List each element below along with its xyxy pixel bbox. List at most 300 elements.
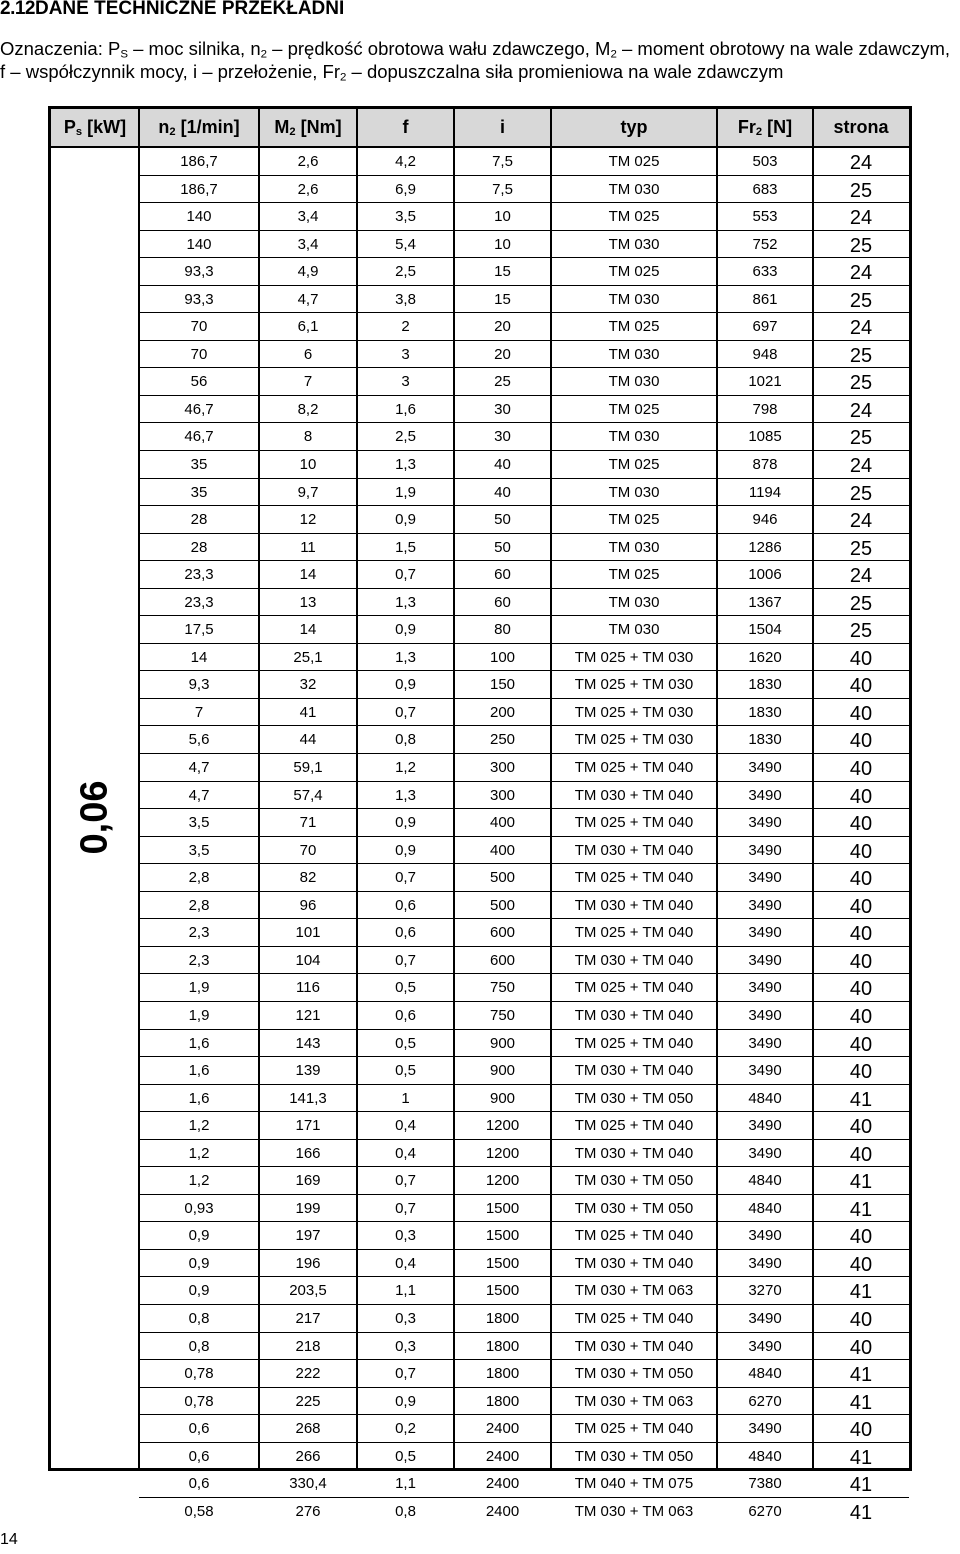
cell-i: 30 <box>494 428 511 446</box>
cell-m2: 11 <box>300 538 316 556</box>
table-row <box>139 891 909 919</box>
cell-strona: 25 <box>849 344 873 367</box>
cell-n2: 1,6 <box>188 1062 210 1080</box>
legend-paragraph <box>0 37 950 83</box>
cell-typ: TM 025 + TM 040 <box>574 924 694 942</box>
cell-i: 60 <box>494 593 511 611</box>
table-row <box>139 1001 909 1029</box>
header-typ <box>551 109 717 146</box>
cell-typ: TM 030 + TM 050 <box>574 1089 694 1107</box>
cell-strona: 24 <box>849 399 873 422</box>
cell-fr2: 1830 <box>748 703 782 721</box>
table-row <box>139 257 909 285</box>
cell-i: 1500 <box>485 1254 520 1272</box>
technical-data-table <box>48 106 912 1524</box>
cell-fr2: 3490 <box>748 1420 782 1438</box>
table-row <box>139 946 909 974</box>
table-row <box>139 588 909 616</box>
cell-m2: 32 <box>299 676 317 694</box>
cell-f: 0,8 <box>395 731 416 749</box>
table-row <box>139 1084 909 1112</box>
cell-i: 900 <box>489 1089 516 1107</box>
table-row <box>139 836 909 864</box>
cell-f: 0,4 <box>395 1117 416 1135</box>
cell-fr2: 4840 <box>748 1365 782 1383</box>
cell-i: 600 <box>489 924 516 942</box>
cell-m2: 3,4 <box>297 235 319 253</box>
cell-f: 0,4 <box>395 1144 416 1162</box>
cell-typ: TM 030 + TM 040 <box>574 951 694 969</box>
cell-f: 1 <box>401 1089 410 1107</box>
cell-fr2: 4840 <box>748 1199 782 1217</box>
section-heading <box>0 0 344 20</box>
cell-m2: 44 <box>299 731 317 749</box>
cell-n2: 0,9 <box>188 1227 210 1245</box>
cell-m2: 143 <box>295 1034 321 1052</box>
legend-subscript: 2 <box>339 71 347 84</box>
cell-strona: 25 <box>849 620 873 643</box>
cell-f: 0,9 <box>395 621 416 639</box>
cell-f: 1,1 <box>395 1282 416 1300</box>
cell-f: 0,6 <box>395 924 416 942</box>
cell-i: 250 <box>489 731 516 749</box>
cell-i: 7,5 <box>492 180 513 198</box>
header-f <box>357 109 454 146</box>
cell-f: 0,7 <box>395 1172 416 1190</box>
cell-f: 6,9 <box>395 180 416 198</box>
cell-strona: 40 <box>849 813 873 836</box>
cell-m2: 14 <box>299 566 317 584</box>
cell-n2: 1,6 <box>188 1089 210 1107</box>
cell-f: 0,2 <box>395 1420 416 1438</box>
cell-f: 0,4 <box>395 1254 416 1272</box>
cell-n2: 2,8 <box>188 896 210 914</box>
cell-strona: 25 <box>849 179 873 202</box>
cell-n2: 28 <box>190 511 208 529</box>
cell-typ: TM 030 <box>608 538 660 556</box>
cell-typ: TM 030 + TM 040 <box>574 1337 694 1355</box>
table-row <box>139 753 909 781</box>
table-row <box>139 202 909 230</box>
header-label: strona <box>833 117 889 137</box>
cell-typ: TM 025 + TM 030 <box>574 648 694 666</box>
cell-m2: 13 <box>299 593 317 611</box>
header-subscript: 2 <box>755 126 763 139</box>
legend-text: – prędkość obrotowa wału zdawczego, M <box>267 38 611 59</box>
cell-strona: 40 <box>849 647 873 670</box>
cell-i: 50 <box>494 538 511 556</box>
header-n2 <box>139 109 259 146</box>
cell-typ: TM 025 <box>608 511 660 529</box>
cell-typ: TM 030 <box>608 180 660 198</box>
cell-fr2: 1021 <box>748 373 782 391</box>
cell-i: 900 <box>489 1062 516 1080</box>
cell-i: 20 <box>494 345 511 363</box>
cell-f: 0,5 <box>395 1062 416 1080</box>
cell-fr2: 3490 <box>748 786 782 804</box>
cell-n2: 4,7 <box>188 759 210 777</box>
cell-strona: 40 <box>849 730 873 753</box>
table-row <box>139 1249 909 1277</box>
cell-strona: 24 <box>849 207 873 230</box>
cell-typ: TM 025 + TM 030 <box>574 731 694 749</box>
cell-strona: 24 <box>849 152 873 174</box>
cell-typ: TM 030 <box>608 290 660 308</box>
cell-strona: 40 <box>849 1336 873 1359</box>
cell-strona: 41 <box>849 1391 873 1414</box>
cell-strona: 41 <box>849 1088 873 1111</box>
table-row <box>139 615 909 643</box>
cell-typ: TM 030 <box>608 235 660 253</box>
table-row <box>139 643 909 671</box>
cell-m2: 139 <box>295 1062 321 1080</box>
cell-f: 1,1 <box>395 1475 416 1493</box>
cell-m2: 7 <box>303 373 313 391</box>
cell-typ: TM 030 + TM 050 <box>574 1172 694 1190</box>
cell-typ: TM 030 <box>608 373 660 391</box>
cell-fr2: 4840 <box>748 1089 782 1107</box>
cell-strona: 24 <box>849 262 873 285</box>
header-unit: [Nm] <box>295 117 342 137</box>
cell-m2: 4,7 <box>297 290 319 308</box>
cell-i: 60 <box>494 566 511 584</box>
cell-m2: 268 <box>295 1420 321 1438</box>
table-row <box>139 175 909 203</box>
cell-m2: 96 <box>299 896 317 914</box>
table-row <box>139 285 909 313</box>
cell-m2: 276 <box>295 1502 321 1520</box>
table-row <box>139 725 909 753</box>
cell-fr2: 4840 <box>748 1447 782 1465</box>
cell-f: 1,9 <box>395 483 416 501</box>
table-row <box>139 863 909 891</box>
cell-strona: 40 <box>849 1116 873 1139</box>
cell-fr2: 6270 <box>748 1392 782 1410</box>
cell-typ: TM 025 <box>608 566 660 584</box>
cell-i: 400 <box>489 841 516 859</box>
cell-n2: 14 <box>190 648 208 666</box>
table-row <box>139 1056 909 1084</box>
cell-fr2: 3490 <box>748 1309 782 1327</box>
cell-i: 10 <box>494 235 511 253</box>
cell-i: 2400 <box>485 1447 520 1465</box>
table-row <box>139 230 909 258</box>
cell-f: 1,3 <box>395 593 416 611</box>
cell-i: 80 <box>494 621 511 639</box>
cell-typ: TM 025 + TM 040 <box>574 1420 694 1438</box>
cell-fr2: 3490 <box>748 896 782 914</box>
cell-m2: 9,7 <box>297 483 319 501</box>
cell-i: 1800 <box>485 1337 520 1355</box>
cell-fr2: 1286 <box>748 538 782 556</box>
cell-fr2: 3490 <box>748 1034 782 1052</box>
table-row <box>139 395 909 423</box>
cell-typ: TM 030 + TM 063 <box>574 1282 694 1300</box>
cell-strona: 40 <box>849 868 873 891</box>
cell-strona: 40 <box>849 1226 873 1249</box>
cell-strona: 41 <box>849 1198 873 1221</box>
cell-strona: 25 <box>849 427 873 450</box>
cell-typ: TM 025 + TM 040 <box>574 759 694 777</box>
table-row <box>139 478 909 506</box>
cell-m2: 197 <box>295 1227 321 1245</box>
cell-strona: 40 <box>849 1419 873 1442</box>
cell-typ: TM 025 <box>608 400 660 418</box>
cell-f: 0,7 <box>395 1365 416 1383</box>
cell-f: 0,7 <box>395 703 416 721</box>
legend-text: Oznaczenia: P <box>0 38 121 59</box>
cell-n2: 0,9 <box>188 1254 210 1272</box>
cell-i: 500 <box>489 896 516 914</box>
cell-strona: 24 <box>849 510 873 533</box>
table-row <box>139 1166 909 1194</box>
header-subscript: 2 <box>169 126 176 139</box>
cell-n2: 3,5 <box>188 841 210 859</box>
table-row <box>139 1469 909 1497</box>
cell-f: 0,7 <box>395 1199 416 1217</box>
header-label: Fr <box>737 117 756 137</box>
cell-i: 30 <box>494 400 511 418</box>
header-unit: [kW] <box>82 117 127 137</box>
cell-strona: 41 <box>849 1171 873 1194</box>
cell-typ: TM 030 <box>608 345 660 363</box>
cell-n2: 93,3 <box>184 290 214 308</box>
cell-n2: 2,8 <box>188 869 210 887</box>
cell-n2: 4,7 <box>188 786 210 804</box>
cell-m2: 12 <box>299 511 317 529</box>
cell-typ: TM 030 + TM 040 <box>574 786 694 804</box>
cell-i: 300 <box>489 759 516 777</box>
cell-n2: 0,78 <box>184 1392 214 1410</box>
cell-fr2: 3490 <box>748 841 782 859</box>
cell-i: 1500 <box>485 1282 520 1300</box>
cell-m2: 266 <box>295 1447 321 1465</box>
cell-fr2: 3490 <box>748 1006 782 1024</box>
cell-fr2: 3490 <box>748 1254 782 1272</box>
legend-text: – dopuszczalna siła promieniowa na wale zdawczym <box>346 61 784 82</box>
cell-n2: 2,3 <box>188 924 210 942</box>
cell-n2: 1,2 <box>188 1172 210 1190</box>
cell-strona: 25 <box>849 482 873 505</box>
cell-f: 1,5 <box>395 538 416 556</box>
cell-m2: 141,3 <box>289 1089 327 1107</box>
cell-f: 1,3 <box>395 648 416 666</box>
cell-fr2: 3490 <box>748 1117 782 1135</box>
cell-m2: 6 <box>303 345 313 363</box>
cell-m2: 2,6 <box>297 153 319 170</box>
cell-fr2: 878 <box>752 456 778 474</box>
cell-typ: TM 030 + TM 050 <box>574 1199 694 1217</box>
cell-n2: 0,9 <box>188 1282 210 1300</box>
cell-strona: 24 <box>849 565 873 588</box>
table-row <box>139 808 909 836</box>
cell-f: 0,5 <box>395 1034 416 1052</box>
header-label: n <box>158 117 170 137</box>
cell-n2: 1,9 <box>188 979 210 997</box>
cell-m2: 4,9 <box>297 263 319 281</box>
cell-n2: 0,8 <box>188 1337 210 1355</box>
cell-fr2: 1194 <box>748 483 782 501</box>
cell-f: 2,5 <box>395 263 416 281</box>
table-row <box>139 973 909 1001</box>
table-row <box>139 560 909 588</box>
cell-f: 0,6 <box>395 1006 416 1024</box>
cell-f: 3 <box>401 373 410 391</box>
cell-m2: 6,1 <box>297 318 319 336</box>
cell-fr2: 7380 <box>748 1475 782 1493</box>
cell-typ: TM 025 <box>608 318 660 336</box>
table-row <box>139 148 909 175</box>
cell-i: 1200 <box>485 1144 520 1162</box>
cell-fr2: 633 <box>752 263 778 281</box>
cell-fr2: 3490 <box>748 759 782 777</box>
cell-n2: 1,2 <box>188 1117 210 1135</box>
cell-i: 300 <box>489 786 516 804</box>
cell-typ: TM 025 <box>608 208 660 226</box>
cell-i: 10 <box>494 208 511 226</box>
cell-typ: TM 025 + TM 040 <box>574 1309 694 1327</box>
table-row <box>139 781 909 809</box>
cell-m2: 70 <box>299 841 317 859</box>
cell-f: 0,9 <box>395 841 416 859</box>
cell-n2: 0,93 <box>184 1199 214 1217</box>
cell-i: 25 <box>494 373 511 391</box>
cell-m2: 225 <box>295 1392 321 1410</box>
cell-fr2: 861 <box>752 290 778 308</box>
cell-typ: TM 030 + TM 040 <box>574 1254 694 1272</box>
cell-fr2: 3490 <box>748 814 782 832</box>
cell-m2: 330,4 <box>289 1475 327 1493</box>
cell-i: 600 <box>489 951 516 969</box>
cell-n2: 1,6 <box>188 1034 210 1052</box>
cell-m2: 203,5 <box>289 1282 327 1300</box>
cell-n2: 46,7 <box>184 428 214 446</box>
header-strona <box>813 109 909 146</box>
cell-typ: TM 025 + TM 030 <box>574 676 694 694</box>
cell-fr2: 752 <box>752 235 778 253</box>
cell-m2: 2,6 <box>297 180 319 198</box>
motor-power-value: 0,06 <box>73 780 116 854</box>
cell-strona: 40 <box>849 675 873 698</box>
table-row <box>139 340 909 368</box>
cell-fr2: 6270 <box>748 1502 782 1520</box>
cell-fr2: 3490 <box>748 1144 782 1162</box>
cell-n2: 23,3 <box>184 593 214 611</box>
cell-typ: TM 030 + TM 040 <box>574 1062 694 1080</box>
cell-i: 2400 <box>485 1420 520 1438</box>
cell-i: 150 <box>489 676 516 694</box>
cell-m2: 121 <box>295 1006 321 1024</box>
cell-i: 900 <box>489 1034 516 1052</box>
cell-i: 1500 <box>485 1199 520 1217</box>
table-row <box>139 1414 909 1442</box>
cell-typ: TM 030 + TM 040 <box>574 841 694 859</box>
cell-typ: TM 025 + TM 040 <box>574 1034 694 1052</box>
cell-typ: TM 030 <box>608 593 660 611</box>
cell-typ: TM 030 + TM 040 <box>574 896 694 914</box>
cell-fr2: 553 <box>752 208 778 226</box>
cell-typ: TM 030 + TM 040 <box>574 1144 694 1162</box>
cell-i: 50 <box>494 511 511 529</box>
cell-strona: 24 <box>849 455 873 478</box>
table-row <box>139 1276 909 1304</box>
cell-strona: 40 <box>849 978 873 1001</box>
cell-f: 5,4 <box>395 235 416 253</box>
cell-strona: 25 <box>849 537 873 560</box>
cell-m2: 3,4 <box>297 208 319 226</box>
table-row <box>139 918 909 946</box>
cell-n2: 70 <box>190 318 208 336</box>
cell-n2: 23,3 <box>184 566 214 584</box>
cell-f: 0,9 <box>395 814 416 832</box>
legend-text: – moment obrotowy na wale zdawczym, f – współczynnik mocy, i – przełożenie, Fr <box>0 38 950 82</box>
cell-i: 750 <box>489 979 516 997</box>
cell-fr2: 948 <box>752 345 778 363</box>
cell-m2: 57,4 <box>293 786 323 804</box>
table-row <box>139 1442 909 1470</box>
cell-i: 750 <box>489 1006 516 1024</box>
cell-m2: 166 <box>295 1144 321 1162</box>
cell-fr2: 4840 <box>748 1172 782 1190</box>
cell-strona: 40 <box>849 1143 873 1166</box>
legend-subscript: 2 <box>610 48 617 61</box>
cell-typ: TM 025 <box>608 456 660 474</box>
cell-f: 1,3 <box>395 786 416 804</box>
cell-typ: TM 025 <box>608 153 660 170</box>
cell-typ: TM 025 + TM 040 <box>574 869 694 887</box>
cell-i: 400 <box>489 814 516 832</box>
cell-n2: 0,6 <box>188 1447 210 1465</box>
cell-strona: 40 <box>849 1253 873 1276</box>
cell-n2: 93,3 <box>184 263 214 281</box>
cell-n2: 17,5 <box>184 621 214 639</box>
cell-fr2: 1006 <box>748 566 782 584</box>
cell-m2: 196 <box>295 1254 321 1272</box>
cell-i: 7,5 <box>492 153 513 170</box>
cell-n2: 70 <box>190 345 208 363</box>
header-m2 <box>259 109 357 146</box>
cell-strona: 41 <box>849 1501 873 1524</box>
table-row <box>139 698 909 726</box>
cell-f: 2 <box>401 318 410 336</box>
cell-i: 2400 <box>485 1475 520 1493</box>
cell-m2: 116 <box>296 979 320 997</box>
cell-i: 1200 <box>485 1172 520 1190</box>
motor-power-cell <box>51 777 139 857</box>
table-row <box>139 670 909 698</box>
cell-typ: TM 030 + TM 063 <box>574 1502 694 1520</box>
cell-strona: 41 <box>849 1364 873 1387</box>
header-label: M <box>274 117 290 137</box>
cell-strona: 40 <box>849 702 873 725</box>
legend-subscript: S <box>120 48 128 61</box>
cell-strona: 40 <box>849 1308 873 1331</box>
cell-m2: 217 <box>295 1309 321 1327</box>
cell-n2: 28 <box>190 538 208 556</box>
cell-m2: 8 <box>303 428 313 446</box>
cell-n2: 35 <box>190 483 208 501</box>
table-row <box>139 312 909 340</box>
cell-n2: 56 <box>190 373 208 391</box>
cell-fr2: 683 <box>752 180 778 198</box>
table-row <box>139 505 909 533</box>
cell-i: 15 <box>494 290 511 308</box>
cell-f: 0,6 <box>395 896 416 914</box>
cell-f: 1,3 <box>395 456 416 474</box>
table-row <box>139 450 909 478</box>
cell-f: 0,7 <box>395 869 416 887</box>
cell-fr2: 946 <box>752 511 778 529</box>
